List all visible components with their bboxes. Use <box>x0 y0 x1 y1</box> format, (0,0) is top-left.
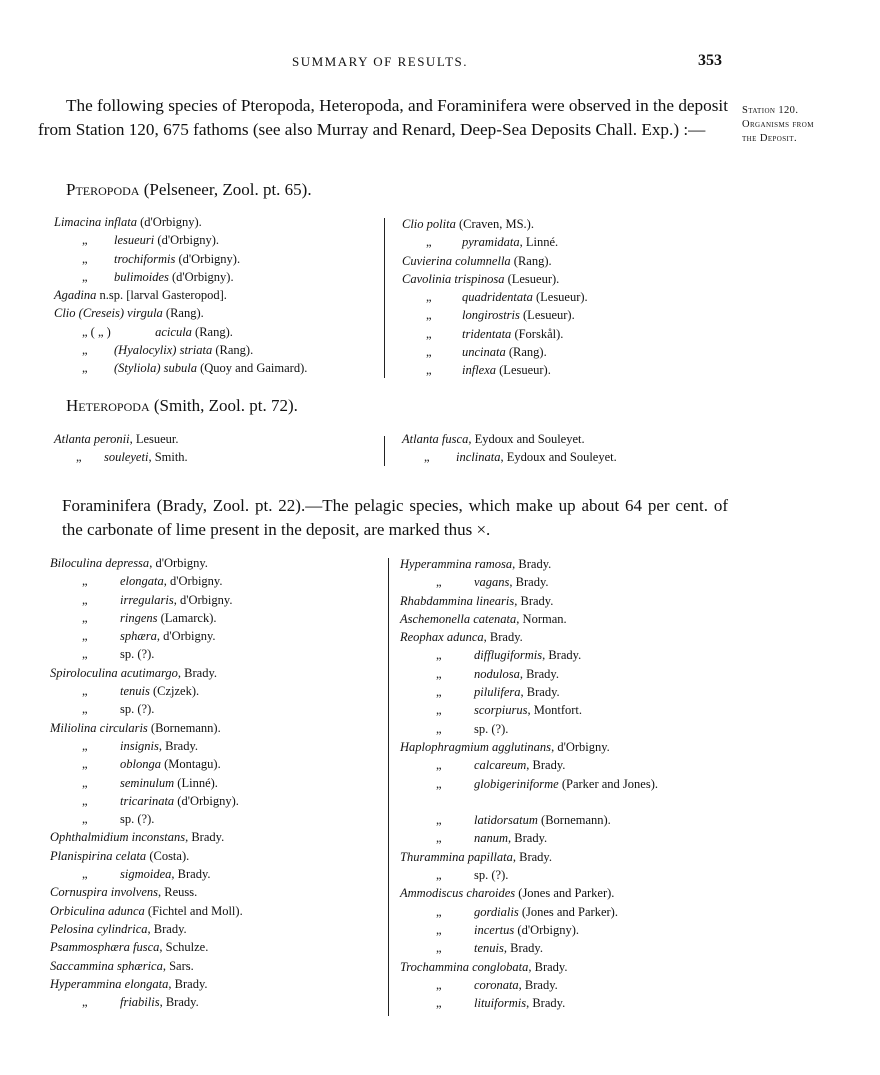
species-entry <box>50 938 243 956</box>
species-authority: , Brady. <box>512 557 552 571</box>
species-entry <box>50 993 243 1011</box>
ditto-mark: „ <box>436 575 442 590</box>
species-authority: (Costa). <box>146 848 190 863</box>
species-entry <box>400 811 720 829</box>
species-authority: , Brady. <box>508 831 548 846</box>
species-entry <box>50 664 243 682</box>
species-entry <box>400 829 720 847</box>
species-entry <box>400 701 720 719</box>
heteropoda-ref: (Smith, Zool. pt. 72). <box>149 396 298 415</box>
pteropoda-ref: (Pelseneer, Zool. pt. 65). <box>139 180 312 199</box>
species-entry <box>50 737 243 755</box>
species-entry <box>50 847 243 865</box>
species-name: Clio polita <box>402 217 456 231</box>
species-entry <box>400 592 720 610</box>
species-entry <box>400 720 720 738</box>
species-entry <box>50 865 243 883</box>
ditto-mark: „ <box>426 290 432 305</box>
heteropoda-title: Heteropoda <box>66 396 150 415</box>
species-entry <box>402 325 588 343</box>
margin-note-line: Organisms from <box>742 119 814 130</box>
ditto-mark: „ <box>436 922 442 937</box>
ditto-mark: „ <box>82 343 88 358</box>
ditto-mark: „ <box>82 775 88 790</box>
species-name: Aschemonella catenata <box>400 611 517 626</box>
foraminifera-right-column <box>400 555 720 1012</box>
ditto-mark: „ <box>436 813 442 828</box>
species-authority: , Brady. <box>509 575 549 590</box>
species-authority: (Lesueur). <box>519 308 575 323</box>
species-entry <box>50 810 243 828</box>
species-authority: , Brady. <box>519 666 559 681</box>
species-name: sigmoidea <box>120 867 172 882</box>
species-name: Cornuspira involvens <box>50 885 158 900</box>
species-name: Trochammina conglobata <box>400 959 529 974</box>
species-name: sphæra <box>120 629 157 644</box>
species-entry <box>400 994 720 1012</box>
ditto-mark: „ <box>82 647 88 662</box>
species-authority: (Rang). <box>162 306 204 321</box>
species-authority: , d'Orbigny. <box>156 629 216 644</box>
species-entry <box>50 902 243 920</box>
species-authority: , Brady. <box>526 758 566 773</box>
species-name: Cuvierina columnella <box>402 253 511 268</box>
page-number: 353 <box>698 52 722 69</box>
species-name: difflugiformis <box>474 648 543 663</box>
species-name: coronata <box>474 977 519 992</box>
species-name: Biloculina depressa <box>50 556 150 570</box>
species-authority: (Craven, MS.). <box>455 217 534 231</box>
species-name: tenuis <box>120 684 150 699</box>
ditto-mark: „ <box>436 996 442 1011</box>
foraminifera-heading <box>62 494 728 542</box>
species-authority: , Eydoux and Souleyet. <box>500 450 617 465</box>
species-name: Atlanta fusca <box>402 432 469 446</box>
ditto-mark: „ ( „ ) <box>82 324 111 339</box>
margin-note-line: Station 120. <box>742 105 799 116</box>
ditto-mark: „ <box>82 592 88 607</box>
species-name: Atlanta peronii <box>54 432 130 446</box>
species-name: trochiformis <box>114 251 176 266</box>
species-authority: (Quoy and Gaimard). <box>196 361 308 376</box>
species-authority: (Jones and Parker). <box>518 904 618 919</box>
species-authority: , Montfort. <box>527 703 582 718</box>
species-authority: (Fichtel and Moll). <box>144 903 243 918</box>
species-authority: (Czjzek). <box>149 684 200 699</box>
ditto-mark: „ <box>436 868 442 883</box>
species-name: scorpiurus <box>474 703 528 718</box>
species-authority: (Jones and Parker). <box>515 886 615 901</box>
species-entry <box>50 975 243 993</box>
ditto-mark: „ <box>82 574 88 589</box>
species-entry <box>50 609 243 627</box>
species-entry <box>400 756 720 774</box>
species-name: Reophax adunca <box>400 630 484 645</box>
species-name: quadridentata <box>462 290 533 305</box>
species-authority: sp. (?). <box>474 721 509 736</box>
species-entry <box>50 700 243 718</box>
species-entry <box>402 343 588 361</box>
species-entry <box>402 306 588 324</box>
heteropoda-heading <box>66 396 298 416</box>
species-name: incertus <box>474 922 515 937</box>
running-header: SUMMARY OF RESULTS. <box>291 54 468 69</box>
species-name: Ammodiscus charoides <box>400 886 516 901</box>
ditto-mark: „ <box>82 610 88 625</box>
species-name: (Styliola) subula <box>114 361 197 376</box>
species-entry <box>54 231 307 249</box>
species-entry <box>50 719 243 737</box>
species-authority: , Brady. <box>528 959 568 974</box>
species-name: Ophthalmidium inconstans <box>50 830 186 845</box>
ditto-mark: „ <box>436 758 442 773</box>
species-entry <box>400 921 720 939</box>
species-entry <box>400 738 720 756</box>
species-authority: , Brady. <box>512 849 552 864</box>
species-name: gordialis <box>474 904 519 919</box>
species-name: ringens <box>120 610 158 625</box>
species-authority: (d'Orbigny). <box>174 793 239 808</box>
species-authority: (d'Orbigny). <box>175 251 241 266</box>
species-entry <box>50 591 243 609</box>
species-authority: (d'Orbigny). <box>154 233 220 248</box>
species-name: uncinata <box>462 345 506 360</box>
species-authority: , Norman. <box>516 611 567 626</box>
species-entry <box>50 645 243 663</box>
ditto-mark: „ <box>436 831 442 846</box>
species-authority: , Brady. <box>518 977 558 992</box>
species-name: tricarinata <box>120 793 175 808</box>
ditto-mark: „ <box>436 703 442 718</box>
species-entry <box>400 939 720 957</box>
species-authority: (d'Orbigny). <box>168 269 234 284</box>
ditto-mark: „ <box>436 648 442 663</box>
species-authority: , Sars. <box>162 958 194 973</box>
species-entry <box>50 774 243 792</box>
species-entry <box>400 903 720 921</box>
column-divider <box>388 558 389 1016</box>
species-entry <box>400 958 720 976</box>
ditto-mark: „ <box>82 684 88 699</box>
species-entry <box>54 286 307 304</box>
species-name: pyramidata <box>462 235 520 250</box>
species-authority: , Reuss. <box>157 885 198 900</box>
species-name: Pelosina cylindrica <box>50 921 148 936</box>
species-entry <box>402 288 588 306</box>
species-name: Clio (Creseis) virgula <box>54 306 163 321</box>
margin-note-line: the Deposit. <box>742 133 797 144</box>
species-name: acicula <box>152 324 192 339</box>
species-authority: , Brady. <box>483 630 523 645</box>
intro-text: The following species of Pteropoda, Heteropoda, and Foraminifera were observed in the deposit from Station 120, 675 fathoms (see also Murray and Renard, Deep-Sea Deposits Chall. Exp.) :— <box>38 96 728 139</box>
species-authority: (Parker and Jones). <box>558 776 658 791</box>
species-entry <box>402 361 588 379</box>
column-divider <box>384 218 385 378</box>
margin-note <box>742 104 867 146</box>
species-entry <box>50 883 243 901</box>
species-name: latidorsatum <box>474 813 538 828</box>
species-name: Hyperammina ramosa <box>400 557 513 571</box>
ditto-mark: „ <box>436 721 442 736</box>
species-entry <box>50 572 243 590</box>
ditto-mark: „ <box>82 812 88 827</box>
species-authority: (Lamarck). <box>157 610 217 625</box>
ditto-mark: „ <box>82 233 88 248</box>
species-name: Saccammina sphærica <box>50 958 163 973</box>
species-authority: (d'Orbigny). <box>137 215 202 229</box>
species-authority: (d'Orbigny). <box>514 922 580 937</box>
intro-paragraph <box>38 94 728 141</box>
species-authority: , d'Orbigny. <box>173 592 233 607</box>
species-authority: (Rang). <box>505 345 547 360</box>
species-authority: (Rang). <box>212 343 254 358</box>
species-entry <box>400 555 720 573</box>
ditto-mark: „ <box>424 450 430 465</box>
species-authority: , Brady. <box>503 941 543 956</box>
heteropoda-left-column <box>54 430 188 467</box>
species-authority: (Lesueur). <box>532 290 588 305</box>
species-name: calcareum <box>474 758 527 773</box>
species-authority: (Lesueur). <box>504 271 560 286</box>
pteropoda-left-column <box>54 213 307 378</box>
species-entry <box>400 628 720 646</box>
species-entry <box>402 233 588 251</box>
ditto-mark: „ <box>436 904 442 919</box>
species-name: Miliolina circularis <box>50 720 148 735</box>
ditto-mark: „ <box>426 345 432 360</box>
species-name: Spiroloculina acutimargo <box>50 665 178 680</box>
heteropoda-right-column <box>402 430 617 467</box>
species-name: Psammosphæra fusca <box>50 940 160 955</box>
species-authority: , d'Orbigny. <box>149 556 208 570</box>
ditto-mark: „ <box>436 666 442 681</box>
species-entry <box>50 755 243 773</box>
species-entry <box>402 270 588 288</box>
ditto-mark: „ <box>82 867 88 882</box>
species-entry <box>54 430 188 448</box>
species-authority: , Brady. <box>158 738 199 753</box>
ditto-mark: „ <box>82 269 88 284</box>
ditto-mark: „ <box>82 251 88 266</box>
species-entry <box>402 252 588 270</box>
pteropoda-heading <box>66 180 312 200</box>
species-authority: , Brady. <box>542 648 582 663</box>
species-entry <box>400 646 720 664</box>
species-authority: (Forskål). <box>511 326 564 341</box>
species-authority: , Brady. <box>520 685 560 700</box>
species-entry <box>402 215 588 233</box>
pteropoda-title: Pteropoda <box>66 180 140 199</box>
species-entry <box>402 448 617 466</box>
ditto-mark: „ <box>82 793 88 808</box>
species-authority: , Brady. <box>177 665 218 680</box>
species-entry <box>54 213 307 231</box>
ditto-mark: „ <box>426 363 432 378</box>
species-name: Planispirina celata <box>50 848 147 863</box>
species-authority: , Brady. <box>526 996 566 1011</box>
ditto-mark: „ <box>426 235 432 250</box>
species-entry <box>54 341 307 359</box>
foraminifera-ref: (Brady, Zool. pt. 22).—The pelagic species, which make up about 64 per cent. of the carbonate of lime present in the deposit, are marked thus ×. <box>62 496 728 539</box>
species-name: oblonga <box>120 757 161 772</box>
species-name: Orbiculina adunca <box>50 903 145 918</box>
species-authority: , Linné. <box>519 235 559 250</box>
species-authority: , Schulze. <box>159 940 209 955</box>
species-authority: sp. (?). <box>474 868 509 883</box>
species-name: vagans <box>474 575 510 590</box>
species-name: nodulosa <box>474 666 520 681</box>
species-name: (Hyalocylix) striata <box>114 343 213 358</box>
species-entry <box>400 683 720 701</box>
species-authority: (Bornemann). <box>537 813 611 828</box>
species-authority: (Rang). <box>510 253 552 268</box>
species-entry <box>54 448 188 466</box>
ditto-mark: „ <box>436 977 442 992</box>
species-name: lituiformis <box>474 996 527 1011</box>
species-name: Rhabdammina linearis <box>400 593 515 608</box>
ditto-mark: „ <box>82 702 88 717</box>
column-divider <box>384 436 385 466</box>
species-authority: n.sp. [larval Gasteropod]. <box>96 288 227 303</box>
species-name: inflexa <box>462 363 497 378</box>
species-entry <box>54 304 307 322</box>
species-authority: , d'Orbigny. <box>163 574 223 589</box>
species-name: lesueuri <box>114 233 155 248</box>
species-entry <box>400 976 720 994</box>
species-name: irregularis <box>120 592 174 607</box>
species-entry <box>402 430 617 448</box>
ditto-mark: „ <box>436 941 442 956</box>
species-authority: (Linné). <box>174 775 218 790</box>
ditto-mark: „ <box>82 995 88 1010</box>
species-name: tridentata <box>462 326 512 341</box>
species-authority: (Bornemann). <box>147 720 221 735</box>
ditto-mark: „ <box>82 757 88 772</box>
ditto-mark: „ <box>82 629 88 644</box>
foraminifera-title: Foraminifera <box>62 496 151 515</box>
species-entry <box>54 268 307 286</box>
species-entry <box>400 573 720 591</box>
species-authority: , Brady. <box>185 830 225 845</box>
species-entry <box>54 323 307 341</box>
species-entry <box>400 866 720 884</box>
species-authority: , Brady. <box>514 593 554 608</box>
species-entry <box>50 920 243 938</box>
species-authority: (Rang). <box>191 324 233 339</box>
species-name: Cavolinia trispinosa <box>402 271 505 286</box>
species-entry <box>50 957 243 975</box>
species-authority: sp. (?). <box>120 702 155 717</box>
species-name: nanum <box>474 831 509 846</box>
ditto-mark: „ <box>82 738 88 753</box>
ditto-mark: „ <box>82 361 88 376</box>
species-name: globigeriniforme <box>474 776 559 791</box>
species-entry <box>54 250 307 268</box>
foraminifera-left-column <box>50 554 243 1011</box>
species-authority: , d'Orbigny. <box>551 739 610 754</box>
species-entry <box>50 828 243 846</box>
species-entry <box>400 775 720 812</box>
species-name: Hyperammina elongata <box>50 976 169 991</box>
species-name: Thurammina papillata <box>400 849 513 864</box>
species-authority: (Montagu). <box>160 757 221 772</box>
species-name: inclinata <box>456 450 501 465</box>
species-name: elongata <box>120 574 164 589</box>
species-entry <box>400 665 720 683</box>
species-name: Haplophragmium agglutinans <box>400 739 552 754</box>
species-name: pilulifera <box>474 685 521 700</box>
ditto-mark: „ <box>76 450 82 465</box>
ditto-mark: „ <box>436 776 442 791</box>
species-name: seminulum <box>120 775 175 790</box>
species-authority: , Brady. <box>147 921 187 936</box>
species-entry <box>400 884 720 902</box>
species-name: tenuis <box>474 941 504 956</box>
species-authority: (Lesueur). <box>496 363 551 378</box>
species-authority: sp. (?). <box>120 647 155 662</box>
species-authority: , Smith. <box>148 450 188 465</box>
species-authority: , Brady. <box>159 995 199 1010</box>
species-entry <box>50 554 243 572</box>
species-entry <box>50 627 243 645</box>
species-authority: , Eydoux and Souleyet. <box>468 432 585 446</box>
species-name: insignis <box>120 738 159 753</box>
species-authority: sp. (?). <box>120 812 155 827</box>
ditto-mark: „ <box>426 326 432 341</box>
species-entry <box>50 792 243 810</box>
species-name: friabilis <box>120 995 160 1010</box>
species-name: Limacina inflata <box>54 215 137 229</box>
species-name: souleyeti <box>104 450 149 465</box>
species-entry <box>400 610 720 628</box>
species-entry <box>400 848 720 866</box>
ditto-mark: „ <box>436 685 442 700</box>
species-entry <box>50 682 243 700</box>
pteropoda-right-column <box>402 215 588 380</box>
species-name: bulimoides <box>114 269 169 284</box>
ditto-mark: „ <box>426 308 432 323</box>
species-name: Agadina <box>54 288 97 303</box>
species-authority: , Lesueur. <box>129 432 179 446</box>
species-authority: , Brady. <box>171 867 211 882</box>
species-name: longirostris <box>462 308 520 323</box>
species-entry <box>54 359 307 377</box>
species-authority: , Brady. <box>168 976 208 991</box>
